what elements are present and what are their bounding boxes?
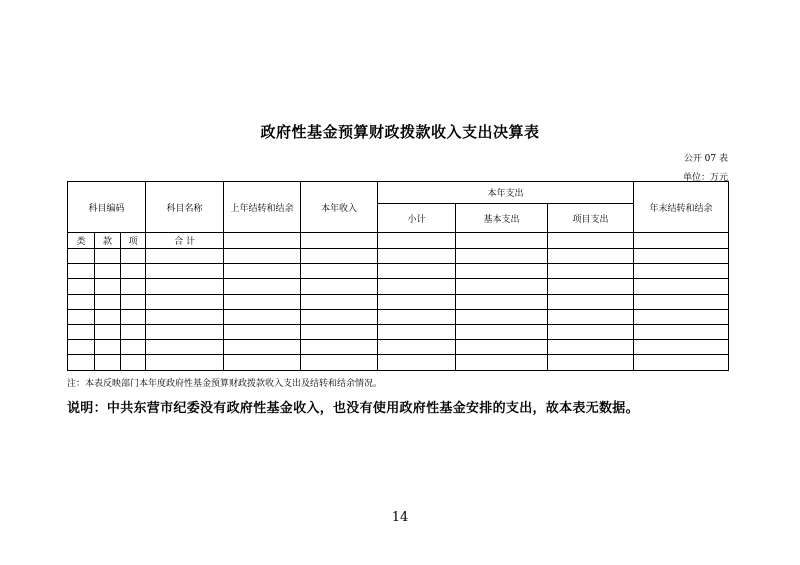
table-cell xyxy=(95,309,121,324)
form-number: 公开 07 表 xyxy=(683,154,728,164)
table-row xyxy=(68,249,729,264)
table-cell xyxy=(121,294,146,309)
table-cell xyxy=(301,355,378,370)
table-cell xyxy=(378,309,456,324)
table-cell xyxy=(146,309,224,324)
header-subtotal: 小计 xyxy=(378,204,456,233)
table-cell xyxy=(456,279,548,294)
table-cell xyxy=(224,294,301,309)
table-cell xyxy=(548,340,634,355)
table-cell xyxy=(146,340,224,355)
table-cell xyxy=(121,309,146,324)
table-row xyxy=(68,279,729,294)
subheader-total: 合 计 xyxy=(146,233,224,249)
table-cell xyxy=(634,309,729,324)
table-cell xyxy=(146,249,224,264)
table-cell xyxy=(634,279,729,294)
table-cell xyxy=(68,279,95,294)
table-cell xyxy=(634,355,729,370)
table-cell xyxy=(456,249,548,264)
table-row xyxy=(68,324,729,339)
table-cell xyxy=(95,355,121,370)
table-cell xyxy=(224,324,301,339)
table-cell xyxy=(146,294,224,309)
table-row xyxy=(68,294,729,309)
table-cell xyxy=(68,355,95,370)
table-cell xyxy=(634,294,729,309)
table-cell xyxy=(224,279,301,294)
table-cell xyxy=(456,355,548,370)
subheader-xiang: 项 xyxy=(121,233,146,249)
table-cell xyxy=(378,233,456,249)
table-cell xyxy=(301,294,378,309)
table-cell xyxy=(95,279,121,294)
table-cell xyxy=(378,355,456,370)
table-cell xyxy=(378,324,456,339)
table-cell xyxy=(456,294,548,309)
table-cell xyxy=(301,233,378,249)
table-cell xyxy=(121,355,146,370)
table-cell xyxy=(301,279,378,294)
header-name: 科目名称 xyxy=(146,182,224,233)
table-cell xyxy=(548,279,634,294)
table-cell xyxy=(146,324,224,339)
table-cell xyxy=(121,249,146,264)
description: 说明：中共东营市纪委没有政府性基金收入，也没有使用政府性基金安排的支出，故本表无数据。 xyxy=(67,401,639,416)
table-cell xyxy=(456,340,548,355)
table-cell xyxy=(68,324,95,339)
table-cell xyxy=(301,324,378,339)
table-cell xyxy=(224,249,301,264)
table-cell xyxy=(634,340,729,355)
table-cell xyxy=(68,249,95,264)
table-cell xyxy=(548,324,634,339)
table-cell xyxy=(121,324,146,339)
subheader-lei: 类 xyxy=(68,233,95,249)
table-row xyxy=(68,340,729,355)
table-note: 注：本表反映部门本年度政府性基金预算财政拨款收入支出及结转和结余情况。 xyxy=(67,379,383,389)
table-cell xyxy=(548,233,634,249)
table-cell xyxy=(301,340,378,355)
table-cell xyxy=(68,309,95,324)
table-cell xyxy=(95,324,121,339)
table-cell xyxy=(95,264,121,279)
unit-label: 单位：万元 xyxy=(682,173,728,183)
table-cell xyxy=(121,264,146,279)
header-project: 项目支出 xyxy=(548,204,634,233)
table-cell xyxy=(121,279,146,294)
header-expense-group: 本年支出 xyxy=(378,182,634,204)
table-cell xyxy=(634,324,729,339)
table-cell xyxy=(548,355,634,370)
table-cell xyxy=(378,340,456,355)
table-cell xyxy=(378,249,456,264)
table-cell xyxy=(634,233,729,249)
table-cell xyxy=(68,294,95,309)
header-income: 本年收入 xyxy=(301,182,378,233)
table-cell xyxy=(146,355,224,370)
table-cell xyxy=(68,340,95,355)
table-cell xyxy=(95,340,121,355)
table-row xyxy=(68,264,729,279)
table-cell xyxy=(301,309,378,324)
table-cell xyxy=(548,264,634,279)
table-cell xyxy=(378,294,456,309)
subheader-kuan: 款 xyxy=(95,233,121,249)
header-code: 科目编码 xyxy=(68,182,146,233)
table-cell xyxy=(548,249,634,264)
table-cell xyxy=(95,294,121,309)
table-cell xyxy=(634,264,729,279)
table-cell xyxy=(378,279,456,294)
table-title: 政府性基金预算财政拨款收入支出决算表 xyxy=(260,123,540,141)
page-number: 14 xyxy=(391,510,409,525)
table-cell xyxy=(224,233,301,249)
table-cell xyxy=(301,249,378,264)
table-cell xyxy=(146,279,224,294)
table-cell xyxy=(146,264,224,279)
table-cell xyxy=(224,355,301,370)
table-cell xyxy=(634,249,729,264)
table-row xyxy=(68,355,729,370)
table-cell xyxy=(456,233,548,249)
table-cell xyxy=(456,309,548,324)
table-cell xyxy=(548,294,634,309)
table-cell xyxy=(548,309,634,324)
table-cell xyxy=(224,264,301,279)
table-cell xyxy=(378,264,456,279)
subheader-row xyxy=(68,233,729,249)
header-row-top xyxy=(68,182,729,204)
header-carry-end: 年末结转和结余 xyxy=(634,182,729,233)
header-basic: 基本支出 xyxy=(456,204,548,233)
table-cell xyxy=(224,340,301,355)
table-cell xyxy=(68,264,95,279)
table-row xyxy=(68,309,729,324)
table-cell xyxy=(301,264,378,279)
table-cell xyxy=(456,264,548,279)
table-cell xyxy=(121,340,146,355)
table-cell xyxy=(95,249,121,264)
header-carry-prev: 上年结转和结余 xyxy=(224,182,301,233)
table-cell xyxy=(224,309,301,324)
table-cell xyxy=(456,324,548,339)
budget-table xyxy=(67,181,729,371)
